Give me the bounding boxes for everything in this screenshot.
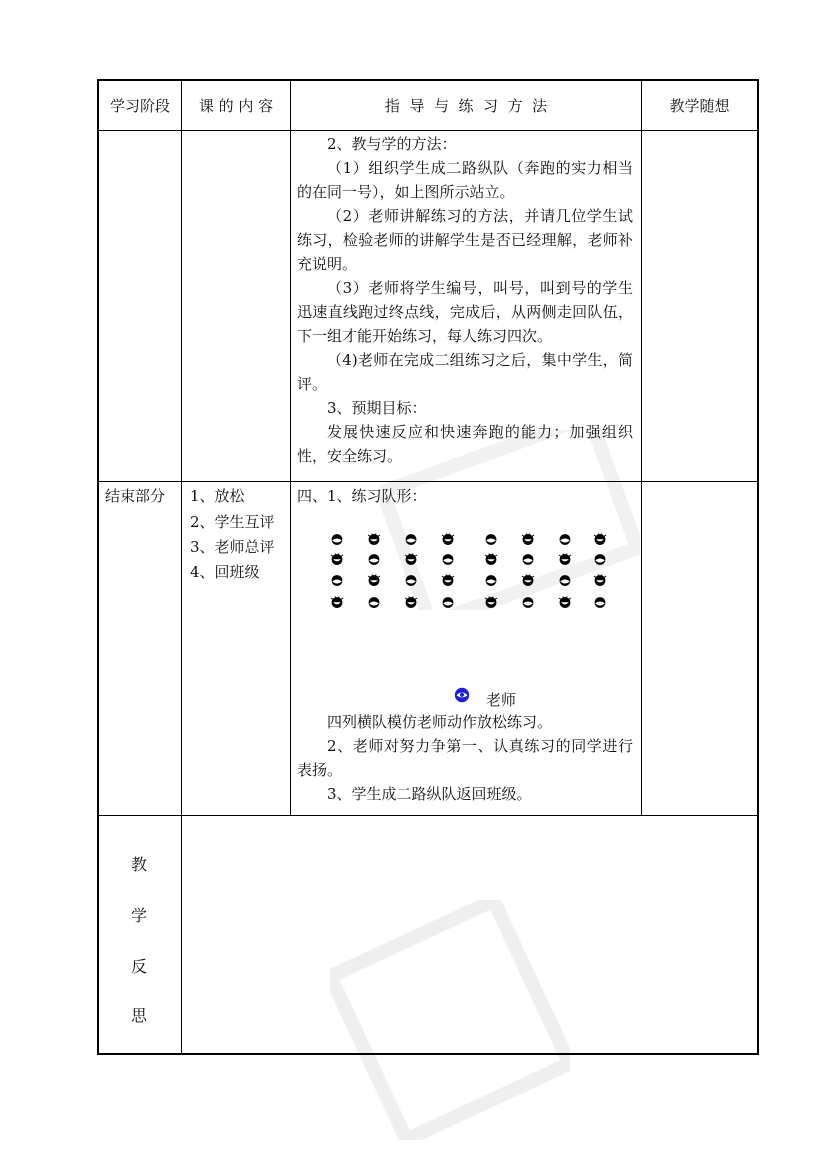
end-line-1: 四列横队模仿老师动作放松练习。: [327, 713, 553, 731]
goal-heading: 3、预期目标：: [327, 399, 427, 417]
reflection-char-1: 教: [131, 855, 148, 874]
table-border-left: [97, 79, 99, 1055]
student-icon: [484, 595, 498, 609]
end-notes-block: [297, 710, 633, 806]
formation-title: 四、1、练习队形：: [297, 487, 427, 505]
reflection-char-4: 思: [131, 1006, 148, 1025]
student-icon: [330, 595, 344, 609]
reflection-char-3: 反: [131, 957, 148, 976]
student-icon: [441, 552, 455, 566]
student-icon: [593, 573, 607, 587]
methods-block: [297, 132, 633, 468]
student-icon: [593, 595, 607, 609]
row-divider-reflection: [97, 815, 759, 816]
student-icon: [367, 552, 381, 566]
end-content-item-3: 3、老师总评: [190, 538, 275, 556]
header-notes: 教学随想: [669, 96, 730, 115]
student-icon: [558, 595, 572, 609]
student-icon: [521, 573, 535, 587]
student-icon: [367, 573, 381, 587]
methods-heading: 2、教与学的方法：: [327, 135, 457, 153]
header-row-divider: [97, 130, 759, 131]
header-method: 指 导 与 练 习 方 法: [384, 96, 548, 115]
student-icon: [593, 552, 607, 566]
student-icon: [441, 573, 455, 587]
student-icon: [593, 532, 607, 546]
student-icon: [404, 595, 418, 609]
student-icon: [330, 573, 344, 587]
student-icon: [484, 573, 498, 587]
watermark-logo-bottom: [330, 900, 570, 1140]
student-icon: [558, 552, 572, 566]
end-line-2: 2、老师对努力争第一、认真练习的同学进行表扬。: [297, 737, 633, 779]
student-icon: [521, 532, 535, 546]
student-icon: [558, 532, 572, 546]
student-icon: [521, 595, 535, 609]
reflection-char-2: 学: [131, 906, 148, 925]
student-icon: [367, 595, 381, 609]
end-content-item-2: 2、学生互评: [190, 513, 275, 531]
student-icon: [484, 552, 498, 566]
table-border-bottom: [97, 1053, 759, 1055]
student-icon: [441, 595, 455, 609]
col-divider-1: [181, 79, 182, 1055]
methods-step-4: （4)老师在完成二组练习之后，集中学生，简评。: [297, 351, 633, 393]
header-content: 课 的 内 容: [198, 96, 274, 115]
end-content-item-1: 1、放松: [190, 487, 245, 505]
student-icon: [404, 552, 418, 566]
student-icon: [404, 532, 418, 546]
methods-step-3: （3）老师将学生编号，叫号，叫到号的学生迅速直线跑过终点线，完成后，从两侧走回队伍，下一组才能开始练习，每人练习四次。: [297, 279, 633, 345]
student-icon: [558, 573, 572, 587]
end-content-item-4: 4、回班级: [190, 563, 260, 581]
methods-step-2: （2）老师讲解练习的方法，并请几位学生试练习，检验老师的讲解学生是否已经理解，老师补充说明。: [297, 207, 633, 273]
col-divider-3: [641, 79, 642, 816]
row-divider-end-section: [97, 481, 759, 482]
col-divider-2: [290, 79, 291, 816]
teacher-label: 老师: [486, 691, 517, 709]
student-icon: [330, 532, 344, 546]
table-border-right: [757, 79, 759, 1055]
student-icon: [330, 552, 344, 566]
stage-end: 结束部分: [105, 487, 166, 505]
student-icon: [441, 532, 455, 546]
student-icon: [521, 552, 535, 566]
student-icon: [404, 573, 418, 587]
header-stage: 学习阶段: [109, 96, 170, 115]
teacher-icon: [454, 687, 470, 703]
student-icon: [367, 532, 381, 546]
goal-text: 发展快速反应和快速奔跑的能力；加强组织性，安全练习。: [297, 423, 633, 465]
end-line-3: 3、学生成二路纵队返回班级。: [327, 785, 532, 803]
methods-step-1: （1）组织学生成二路纵队（奔跑的实力相当的在同一号），如上图所示站立。: [297, 159, 633, 201]
student-icon: [484, 532, 498, 546]
